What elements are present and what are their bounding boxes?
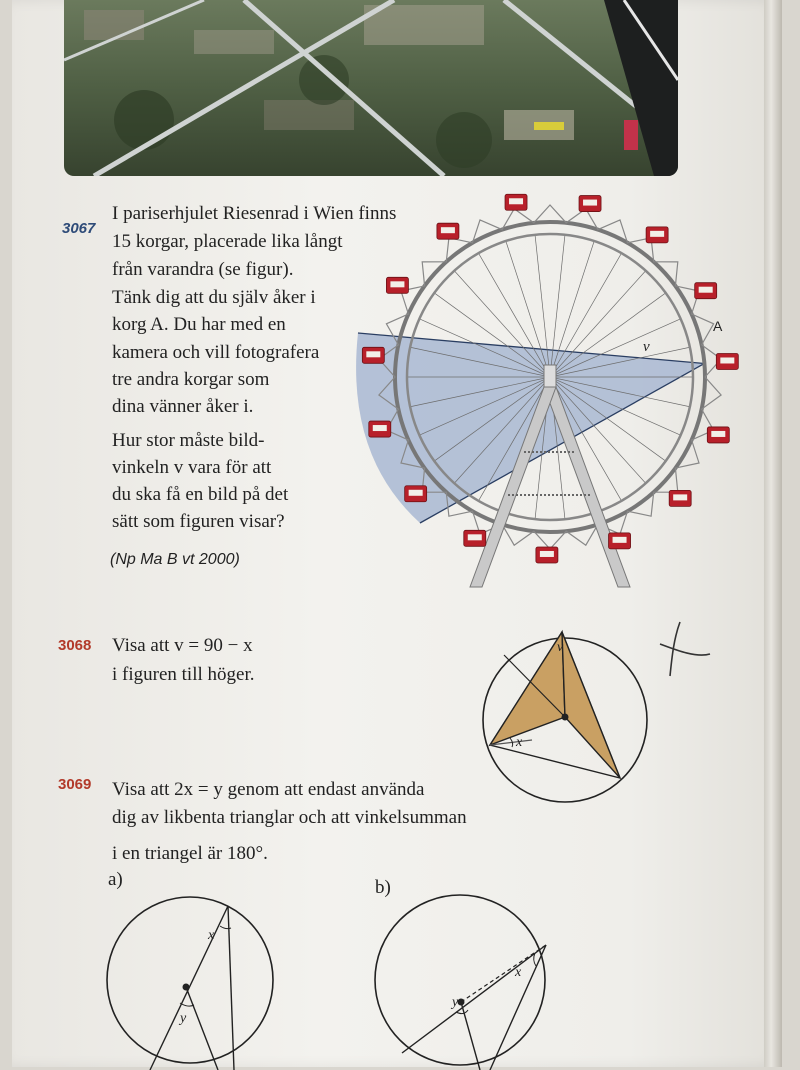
question-line: Hur stor måste bild- [112, 430, 265, 451]
subpart-label-b: b) [375, 877, 391, 898]
circle-center [183, 984, 190, 991]
gondola-window [468, 534, 482, 540]
text-line: Visa att v = 90 − x [112, 635, 253, 656]
circle-center [458, 999, 465, 1006]
angle-arc-x [534, 953, 536, 966]
question-line: vinkeln v vara för att [112, 457, 272, 478]
chord-line [402, 945, 546, 1053]
text-line: i figuren till höger. [112, 664, 255, 685]
problem-number-3068: 3068 [58, 637, 92, 654]
circle [107, 897, 273, 1063]
label-y: y [180, 1011, 187, 1026]
gondola-window [711, 431, 725, 437]
gondola-window [509, 198, 523, 204]
radius-line [186, 987, 218, 1070]
circle-figure-a [100, 890, 280, 1070]
circle-center [562, 714, 569, 721]
problem-number-3067: 3067 [62, 220, 96, 237]
chord-line [490, 945, 546, 1070]
gondola-window [613, 537, 627, 543]
ferris-wheel-figure [350, 205, 770, 605]
gondola-window [540, 551, 554, 557]
wheel-hub [544, 365, 556, 387]
subpart-label-a: a) [108, 869, 123, 890]
circle-figure-b [370, 890, 570, 1070]
problem-number-3069: 3069 [58, 776, 92, 793]
gondola-window [366, 351, 380, 357]
gondola-window [673, 494, 687, 500]
label-x: x [208, 928, 215, 943]
text-line: Visa att 2x = y genom att endast använda [112, 779, 425, 800]
gondola-window [373, 425, 387, 431]
gondola-window [409, 490, 423, 496]
text-line: dina vänner åker i. [112, 396, 254, 417]
question-line: sätt som figuren visar? [112, 511, 285, 532]
text-line: I pariserhjulet Riesenrad i Wien finns [112, 203, 397, 224]
text-line: tre andra korgar som [112, 369, 270, 390]
text-line: Tänk dig att du själv åker i [112, 287, 316, 308]
text-line: i en triangel är 180°. [112, 843, 268, 864]
label-v-angle: v [643, 339, 650, 355]
gondola-window [720, 357, 734, 363]
source-citation: (Np Ma B vt 2000) [110, 551, 240, 568]
text-line: från varandra (se figur). [112, 259, 294, 280]
text-line: kamera och vill fotografera [112, 342, 320, 363]
text-line: korg A. Du har med en [112, 314, 286, 335]
label-v: v [557, 640, 564, 655]
text-line: dig av likbenta trianglar och att vinkelsumman [112, 807, 467, 828]
gondola-window [583, 200, 597, 206]
shaded-region-right [562, 632, 620, 778]
gondola-window [390, 281, 404, 287]
text-line: 15 korgar, placerade lika långt [112, 231, 343, 252]
label-x: x [516, 735, 523, 750]
label-x: x [515, 965, 522, 980]
city-photo-drawing [64, 0, 678, 176]
shaded-region-left [490, 632, 565, 745]
label-y: y [452, 995, 459, 1010]
handwritten-mark [652, 620, 722, 680]
chord-line [228, 906, 234, 1070]
gondola-window [441, 227, 455, 233]
gondola-window [650, 231, 664, 237]
gondola-window [699, 287, 713, 293]
city-photo [64, 0, 678, 176]
label-a: A [713, 318, 723, 334]
question-line: du ska få en bild på det [112, 484, 289, 505]
radius-line [461, 1002, 480, 1070]
